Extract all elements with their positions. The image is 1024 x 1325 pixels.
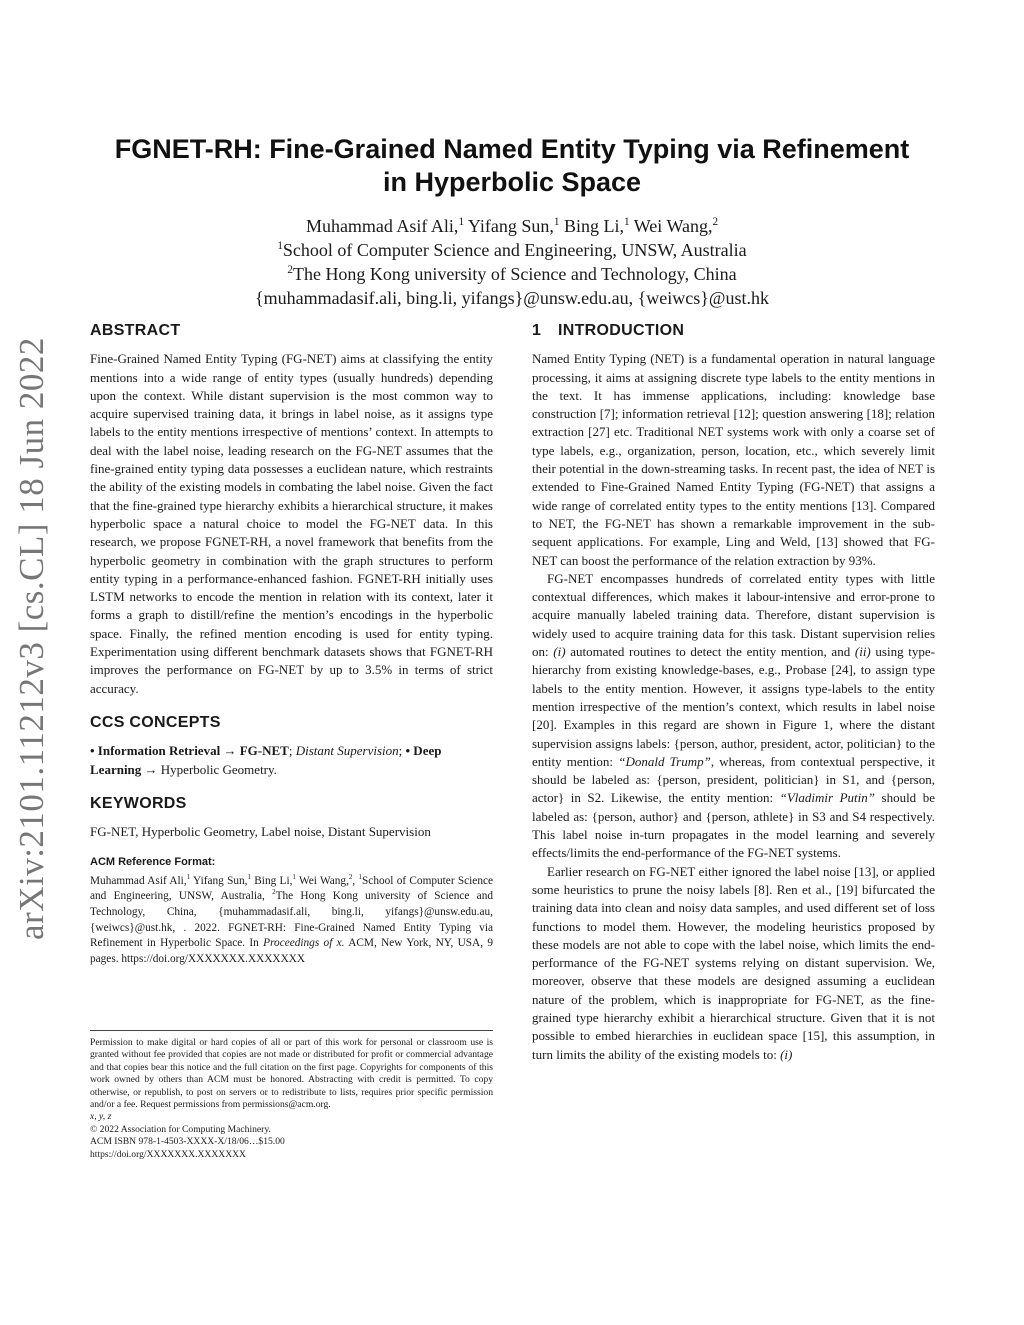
author-name: Wei Wang, [633, 216, 713, 236]
text-run: “Donald Trump” [618, 753, 711, 769]
intro-paragraph-3 [532, 863, 935, 1064]
acm-reference-text [90, 874, 493, 968]
ref-part: Wei Wang, [295, 874, 349, 887]
author-list [90, 214, 934, 238]
permission-footnote [90, 1030, 493, 1161]
text-run: Earlier research on FG-NET either ignored the label noise [13], or applied some heuristics to prune the noisy labels [8]. Ren et al., [19] bifurcated the training data into clean and noisy data samples, and used different set of loss functions to model them. However, the modeling heuristics proposed by these models are not able to cope with the label noise, which limits the end-performance of the FG-NET systems relying on distant supervision. We, moreover, observe that these models are designed assuming a euclidean nature of the problem, which is inappropriate for FG-NET, as the fine-grained type hierarchy exhibit a hierarchical structure. Given that it is not possible to embed hierarchies in euclidean space [15], this assumption, in turn limits the ability of the existing models to: [532, 863, 935, 1062]
author-name: Yifang Sun, [467, 216, 554, 236]
ccs-concept: FG-NET [239, 743, 289, 759]
paper-title [90, 133, 934, 199]
text-run: (ii) [854, 644, 871, 660]
text-run: should be labeled as: {person, author} and {person, athlete} in S3 and S4 respectively. This label noise in-turn propagates in the model learning and severely effects/limits the end-performance of the FG-NET systems. [532, 790, 935, 861]
affiliation-mark: 1 [277, 240, 283, 252]
title-line-1: FGNET-RH: Fine-Grained Named Entity Typing via Refinement [114, 134, 910, 164]
ref-venue: Proceedings of x. [263, 937, 345, 950]
copyright-line: © 2022 Association for Computing Machinery. [90, 1123, 271, 1135]
abstract-heading: ABSTRACT [90, 322, 181, 339]
affiliation-mark: 1 [247, 872, 251, 881]
ccs-concepts [90, 742, 493, 779]
text-run: , whereas, from contextual perspective, it should be labeled as: {person, president, politician} in S1, and {person, actor} in S2. Likewise, the entity mention: [532, 753, 935, 806]
conference-venue: x, y, z [90, 1111, 112, 1123]
affiliation-mark: 1 [186, 872, 191, 881]
abstract-text: Fine-Grained Named Entity Typing (FG-NET) aims at classifying the entity mentions into a wide range of entity types (usually hundreds) depending upon the context. While distant supervision is the most common way to acquire supervised training data, it brings in label noise, as it assigns type labels to the entity mentions irrespective of mentions’ context. In attempts to deal with the label noise, leading research on the FG-NET assumes that the fine-grained entity typing data possesses a euclidean nature, which restraints the ability of the existing models in combating the label noise. Given the fact that the fine-grained type hierarchy exhibits a hierarchical structure, it makes hyperbolic space a natural choice to model the FG-NET data. In this research, we propose FGNET-RH, a novel framework that benefits from the hyperbolic geometry in combination with the graph structures to perform entity typing in a performance-enhanced fashion. FGNET-RH initially uses LSTM networks to encode the mention in relation with its context, later it forms a graph to distill/refine the mention’s encodings in the hyperbolic space. Finally, the refined mention encoding is used for entity typing. Experimentation using different benchmark datasets shows that FGNET-RH improves the performance on FG-NET by up to 3.5% in terms of strict accuracy. [90, 351, 493, 696]
intro-paragraph-1: Named Entity Typing (NET) is a fundamental operation in natural language processing, it aims at assigning discrete type labels to the entity mentions in the text. It has immense applications, including: knowledge base construction [7]; information retrieval [12]; question answering [18]; relation extraction [27] etc. Traditional NET systems work with only a coarse set of type labels, e.g., organization, person, location, etc., which severely limit their potential in the down-streaming tasks. In recent past, the idea of NET is extended to Fine-Grained Named Entity Typing (FG-NET) that assigns a wide range of correlated entity types to the entity mentions [13]. Compared to NET, the FG-NET has shown a remarkable improvement in the sub-sequent applications. For example, Ling and Weld, [13] showed that FG-NET can boost the performance of the relation extraction by 93%. [532, 351, 935, 568]
section-number: 1 [532, 322, 542, 339]
ref-part: ACM, New York, NY, USA, 9 pages. https://doi.org/XXXXXXX.XXXXXXX [90, 937, 494, 965]
text-run: FG-NET encompasses hundreds of correlated entity types with little contextual differences, which makes it labour-intensive and error-prone to acquire manually labeled training data. Therefore, distant supervision is widely used to acquire training data for this task. Distant supervision relies on: [532, 570, 935, 660]
ccs-concept: Distant Supervision [295, 743, 399, 759]
left-column [90, 322, 493, 967]
isbn-line: ACM ISBN 978-1-4503-XXXX-X/18/06…$15.00 [90, 1136, 285, 1148]
permission-text: Permission to make digital or hard copies of all or part of this work for personal or classroom use is granted without fee provided that copies are not made or distributed for profit or commercial advantage and that copies bear this notice and the full citation on the first page. Copyrights for components of this work owned by others than ACM must be honored. Abstracting with credit is permitted. To copy otherwise, or republish, to post on servers or to redistribute to lists, requires prior specific permission and/or a fee. Request permissions from permissions@acm.org. [90, 1037, 493, 1111]
keywords-heading: KEYWORDS [90, 794, 187, 812]
ref-part: Bing Li, [250, 874, 293, 887]
keywords-text: FG-NET, Hyperbolic Geometry, Label noise, Distant Supervision [90, 824, 431, 840]
ccs-concept: • Deep Learning [90, 743, 442, 777]
affiliation-mark: 1 [358, 872, 363, 881]
affiliation-text: School of Computer Science and Engineering, UNSW, Australia [282, 240, 747, 260]
affiliation-text: The Hong Kong university of Science and Technology, China [292, 264, 737, 284]
arrow-icon: → [144, 761, 158, 777]
affiliation-mark: 1 [553, 216, 560, 228]
separator: ; [398, 743, 403, 759]
introduction-heading [532, 322, 935, 340]
ref-part: Yifang Sun, [190, 874, 248, 887]
title-line-2: in Hyperbolic Space [382, 167, 642, 197]
text-run: automated routines to detect the entity mention, and [565, 644, 855, 660]
arrow-icon: → [223, 743, 237, 759]
text-run: (i) [553, 644, 566, 660]
section-title: INTRODUCTION [558, 322, 685, 339]
author-name: Muhammad Asif Ali, [305, 216, 459, 236]
author-name: Bing Li, [563, 216, 624, 236]
affiliation-mark: 1 [292, 872, 296, 881]
right-column [532, 322, 935, 1064]
author-emails: {muhammadasif.ali, bing.li, yifangs}@unsw.edu.au, {weiwcs}@ust.hk [255, 288, 769, 308]
text-run: using type-hierarchy from existing knowledge-bases, e.g., Probase [24], to assign type labels to the entity mention. However, it assigns type-labels to the entity mention irrespective of the mention’s context, which results in label noise [20]. Examples in this regard are shown in Figure 1, where the distant supervision assigns labels: {person, author, president, actor, politician} to the entity mention: [532, 644, 935, 769]
affiliation-mark: 1 [623, 216, 630, 228]
ccs-concept: • Information Retrieval [90, 743, 221, 759]
separator: ; [288, 743, 293, 759]
affiliation-2 [90, 262, 934, 286]
affiliation-mark: 2 [348, 872, 353, 881]
affiliation-mark: 1 [458, 216, 465, 228]
ref-part: Muhammad Asif Ali, [90, 874, 187, 887]
affiliation-mark: 2 [272, 888, 276, 897]
text-run: (i) [780, 1046, 793, 1062]
intro-paragraph-2 [532, 570, 935, 863]
doi-link[interactable]: https://doi.org/XXXXXXX.XXXXXXX [90, 1148, 246, 1160]
affiliation-mark: 2 [712, 216, 719, 228]
ccs-heading: CCS CONCEPTS [90, 713, 221, 731]
author-block [90, 214, 934, 310]
ccs-concept: Hyperbolic Geometry. [160, 761, 277, 777]
affiliation-1 [90, 238, 934, 262]
arxiv-identifier: arXiv:2101.11212v3 [cs.CL] 18 Jun 2022 [12, 337, 51, 940]
text-run: “Vladimir Putin” [779, 790, 875, 806]
ref-part: School of Computer Science and Engineering, UNSW, Australia, [90, 874, 493, 903]
ref-part: The Hong Kong university of Science and Technology, China, {muhammadasif.ali, bing.li, yifangs}@unsw.edu.au, {weiwcs}@ust.hk, . 2022. FGNET-RH: Fine-Grained Named Entity Typing via Refinement in Hyperbolic Space. In [90, 890, 493, 950]
affiliation-mark: 2 [287, 264, 293, 276]
acm-reference-heading: ACM Reference Format: [90, 856, 216, 869]
ref-part: , [352, 874, 359, 887]
